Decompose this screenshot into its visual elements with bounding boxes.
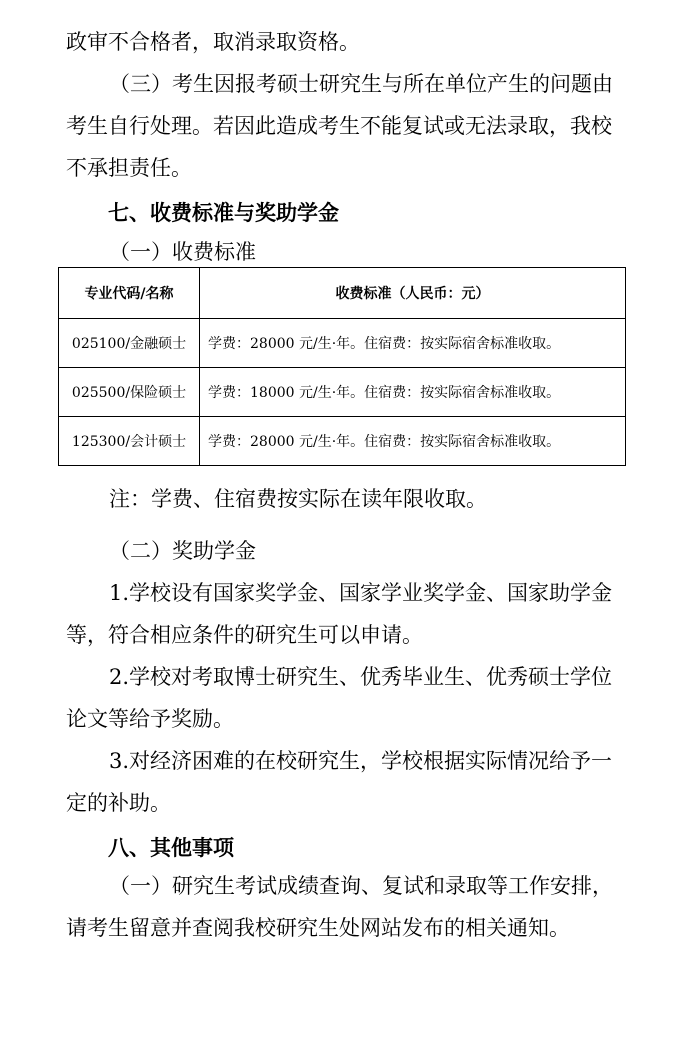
scholarship-item-line: 3.对经济困难的在校研究生，学校根据实际情况给予一 xyxy=(109,749,613,773)
column-header: 收费标准（人民币：元） xyxy=(200,268,626,319)
program-code-cell: 125300/会计硕士 xyxy=(59,417,200,466)
column-header: 专业代码/名称 xyxy=(59,268,200,319)
subsection-heading: （一）收费标准 xyxy=(109,240,256,264)
paragraph-line: 请考生留意并查阅我校研究生处网站发布的相关通知。 xyxy=(66,916,570,940)
program-code-cell: 025500/保险硕士 xyxy=(59,368,200,417)
section-heading: 八、其他事项 xyxy=(108,836,234,860)
section-heading: 七、收费标准与奖助学金 xyxy=(108,201,339,225)
scholarship-item-line: 论文等给予奖励。 xyxy=(66,707,234,731)
scholarship-item-line: 1.学校设有国家奖学金、国家学业奖学金、国家助学金 xyxy=(109,581,613,605)
table-row xyxy=(59,319,626,368)
paragraph-line: 考生自行处理。若因此造成考生不能复试或无法录取，我校 xyxy=(66,114,612,138)
paragraph-line: 不承担责任。 xyxy=(66,156,192,180)
fee-cell: 学费：28000 元/生·年。住宿费：按实际宿舍标准收取。 xyxy=(200,417,626,466)
subsection-heading: （二）奖助学金 xyxy=(109,539,256,563)
fee-cell: 学费：18000 元/生·年。住宿费：按实际宿舍标准收取。 xyxy=(200,368,626,417)
paragraph-line: （一）研究生考试成绩查询、复试和录取等工作安排， xyxy=(109,874,613,898)
fee-table xyxy=(58,267,626,466)
fee-cell: 学费：28000 元/生·年。住宿费：按实际宿舍标准收取。 xyxy=(200,319,626,368)
table-row xyxy=(59,368,626,417)
table-header-row xyxy=(59,268,626,319)
paragraph-line: （三）考生因报考硕士研究生与所在单位产生的问题由 xyxy=(109,72,613,96)
program-code-cell: 025100/金融硕士 xyxy=(59,319,200,368)
scholarship-item-line: 2.学校对考取博士研究生、优秀毕业生、优秀硕士学位 xyxy=(109,665,613,689)
scholarship-item-line: 定的补助。 xyxy=(66,791,171,815)
scholarship-item-line: 等，符合相应条件的研究生可以申请。 xyxy=(66,623,423,647)
paragraph-line: 政审不合格者，取消录取资格。 xyxy=(66,30,360,54)
table-note: 注：学费、住宿费按实际在读年限收取。 xyxy=(109,487,487,511)
table-row xyxy=(59,417,626,466)
